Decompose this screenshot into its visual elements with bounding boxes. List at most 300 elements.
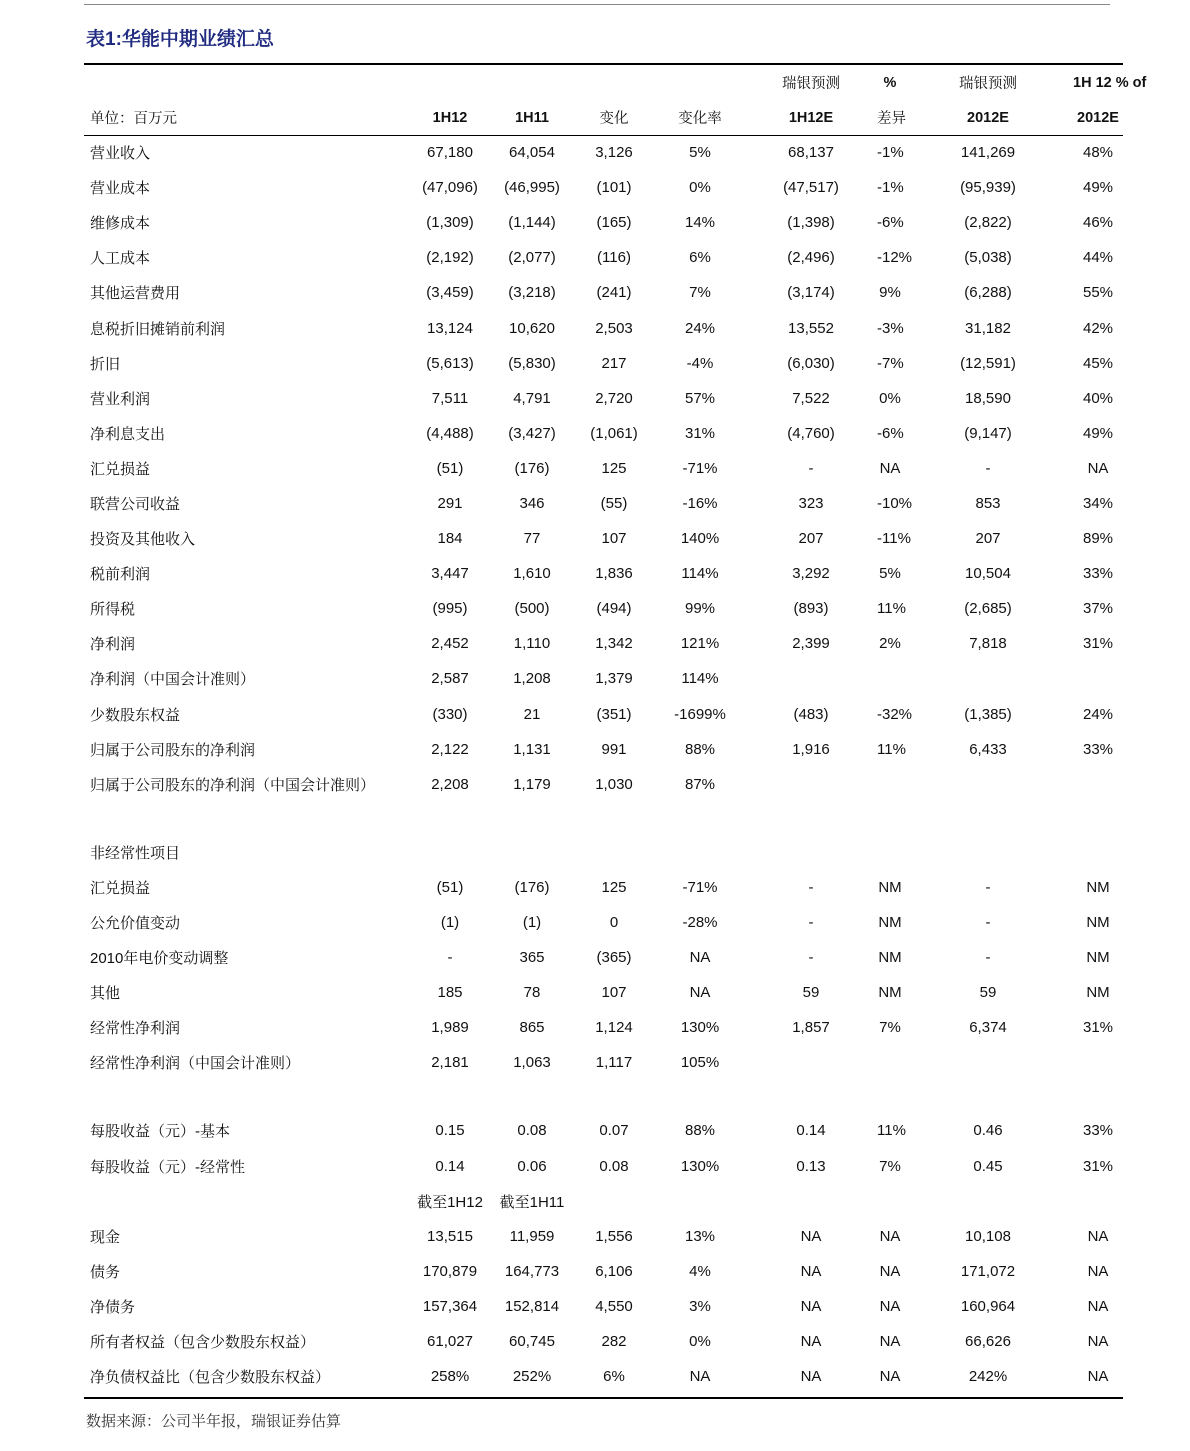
table-cell: 42%: [1082, 319, 1114, 337]
row-label: 所得税: [90, 601, 136, 619]
table-cell: NM: [878, 949, 902, 967]
table-cell: -: [985, 949, 991, 967]
table-cell: -1699%: [674, 705, 726, 723]
table-cell: 31%: [1082, 1019, 1114, 1037]
table-cell: (47,096): [422, 179, 478, 197]
table-cell: NM: [1086, 949, 1110, 967]
table-cell: 252%: [512, 1368, 552, 1386]
table-cell: 4,550: [595, 1297, 633, 1315]
table-cell: 1,110: [513, 635, 551, 653]
section-title-row: [84, 835, 1123, 870]
table-cell: 141,269: [960, 144, 1016, 162]
table-cell: 13%: [684, 1227, 716, 1245]
table-cell: 64,054: [509, 144, 555, 162]
table-cell: NM: [878, 878, 902, 896]
top-rule: [84, 4, 1110, 5]
table-cell: 57%: [684, 389, 716, 407]
table-cell: 2,399: [792, 635, 830, 653]
table-cell: NA: [1087, 1227, 1109, 1245]
table-cell: NM: [878, 914, 902, 932]
table-cell: [573, 1184, 655, 1219]
table-cell: -6%: [877, 424, 904, 442]
table-cell: 1,916: [792, 740, 830, 758]
table-cell: 346: [519, 494, 545, 512]
table-cell: 2,181: [431, 1054, 469, 1072]
table-row: [84, 1149, 1123, 1184]
table-cell: -: [985, 459, 991, 477]
row-label: 净利润: [90, 636, 136, 654]
table-cell: (500): [514, 600, 550, 618]
table-cell: NA: [879, 459, 901, 477]
table-cell: -28%: [682, 914, 718, 932]
table-cell: 2,122: [431, 740, 469, 758]
table-cell: 13,124: [427, 319, 473, 337]
table-cell: (51): [436, 459, 464, 477]
table-cell: [903, 1184, 1073, 1219]
table-cell: NA: [1087, 459, 1109, 477]
table-cell: [1073, 1045, 1123, 1080]
table-row: [84, 1359, 1123, 1394]
table-cell: 13,515: [427, 1227, 473, 1245]
table-cell: 10,108: [965, 1227, 1011, 1245]
table-cell: (5,613): [426, 354, 474, 372]
table-cell: (116): [597, 249, 631, 267]
table-cell: 7,511: [431, 389, 469, 407]
table-cell: (330): [432, 705, 468, 723]
row-label: 其他: [90, 985, 121, 1003]
table-cell: 49%: [1082, 424, 1114, 442]
table-cell: 88%: [684, 1122, 716, 1140]
table-cell: 13,552: [788, 319, 834, 337]
table-cell: [491, 65, 573, 100]
table-cell: (1,385): [964, 705, 1012, 723]
table-cell: 2,587: [431, 670, 469, 688]
table-cell: 1,342: [595, 635, 633, 653]
table-cell: (351): [596, 705, 632, 723]
row-label: 折旧: [90, 355, 121, 373]
table-cell: NA: [800, 1297, 822, 1315]
table-cell: 66,626: [965, 1333, 1011, 1351]
table-cell: NA: [800, 1333, 822, 1351]
table-cell: 184: [437, 530, 463, 548]
row-label: 汇兑损益: [90, 879, 151, 897]
table-cell: 0%: [689, 1333, 711, 1351]
table-row: [84, 1010, 1123, 1045]
table-cell: (483): [793, 705, 829, 723]
table-cell: (1): [522, 914, 542, 932]
table-cell: 差异: [877, 111, 906, 127]
table-cell: NA: [879, 1297, 901, 1315]
table-cell: (2,077): [508, 249, 556, 267]
row-label: 投资及其他收入: [90, 531, 196, 549]
table-cell: 1,063: [513, 1054, 551, 1072]
table-cell: NA: [689, 1368, 711, 1386]
table-cell: 变化: [599, 111, 629, 127]
table-cell: (5,038): [964, 249, 1012, 267]
table-cell: 40%: [1082, 389, 1114, 407]
table-cell: 87%: [684, 775, 716, 793]
table-cell: 1,117: [595, 1054, 633, 1072]
row-label: 归属于公司股东的净利润（中国会计准则）: [90, 776, 376, 794]
table-cell: 0.13: [796, 1157, 826, 1175]
table-cell: 4%: [689, 1262, 711, 1280]
table-cell: NA: [1087, 1333, 1109, 1351]
table-cell: 1H11: [515, 109, 549, 126]
table-cell: 31%: [1082, 1157, 1114, 1175]
table-cell: %: [883, 74, 897, 91]
row-label: 经常性净利润（中国会计准则）: [90, 1055, 301, 1073]
table-cell: -1%: [877, 179, 904, 197]
table-row: [84, 1113, 1123, 1148]
row-label: 每股收益（元）-经常性: [90, 1158, 245, 1176]
table-cell: 0.14: [435, 1157, 465, 1175]
table-cell: 1,124: [595, 1019, 633, 1037]
table-cell: 140%: [680, 530, 720, 548]
table-cell: 89%: [1082, 530, 1114, 548]
table-cell: 61,027: [427, 1333, 473, 1351]
table-cell: 11%: [877, 1122, 906, 1140]
table-cell: NA: [1087, 1368, 1109, 1386]
table-cell: -: [985, 878, 991, 896]
table-cell: 323: [798, 494, 824, 512]
table-cell: 107: [601, 984, 627, 1002]
table-cell: [877, 661, 903, 696]
table-cell: 67,180: [427, 144, 473, 162]
row-label: 税前利润: [90, 566, 151, 584]
table-cell: 0%: [689, 179, 711, 197]
table-row: [84, 1045, 1123, 1080]
table-cell: 2,720: [595, 389, 633, 407]
table-cell: 1H12E: [788, 109, 834, 126]
table-cell: -71%: [682, 459, 718, 477]
table-cell: 242%: [968, 1368, 1008, 1386]
table-cell: 1,208: [513, 670, 551, 688]
table-cell: 207: [798, 530, 824, 548]
table-cell: 31%: [1082, 635, 1114, 653]
table-cell: 125: [601, 878, 627, 896]
table-cell: 105%: [680, 1054, 720, 1072]
table-row: [84, 240, 1123, 275]
table-cell: [745, 1045, 877, 1080]
table-cell: (995): [432, 600, 468, 618]
table-cell: 2012E: [967, 109, 1009, 126]
table-bottom-rule: [84, 1397, 1123, 1399]
table-cell: [655, 65, 745, 100]
table-cell: 164,773: [504, 1262, 560, 1280]
table-cell: (51): [436, 878, 464, 896]
table-cell: NA: [879, 1227, 901, 1245]
table-row: [84, 346, 1123, 381]
row-label: 汇兑损益: [90, 460, 151, 478]
table-cell: [903, 767, 1073, 802]
table-row: [84, 870, 1123, 905]
table-cell: 68,137: [788, 144, 834, 162]
table-cell: 157,364: [422, 1297, 478, 1315]
table-cell: [1073, 1184, 1123, 1219]
table-cell: (4,760): [787, 424, 835, 442]
table-cell: -6%: [877, 214, 904, 232]
table-cell: (1,061): [590, 424, 638, 442]
table-cell: NA: [800, 1227, 822, 1245]
row-label: 公允价值变动: [90, 915, 181, 933]
table-cell: 2%: [879, 635, 901, 653]
table-cell: (1): [440, 914, 460, 932]
row-label: 现金: [90, 1228, 121, 1246]
table-cell: 14%: [684, 214, 716, 232]
section-title: 非经常性项目: [90, 844, 181, 862]
table-cell: NA: [1087, 1262, 1109, 1280]
table-cell: (176): [514, 459, 550, 477]
table-cell: 37%: [1082, 600, 1114, 618]
table-cell: NA: [879, 1368, 901, 1386]
table-row: [84, 1289, 1123, 1324]
row-label: 2010年电价变动调整: [90, 950, 229, 968]
table-cell: (12,591): [960, 354, 1016, 372]
table-cell: 125: [601, 459, 627, 477]
table-cell: -32%: [877, 705, 913, 723]
row-label: 营业成本: [90, 180, 151, 198]
table-cell: 1,556: [595, 1227, 633, 1245]
table-cell: 121%: [680, 635, 720, 653]
table-cell: (3,174): [787, 284, 835, 302]
table-cell: 4,791: [513, 389, 551, 407]
table-cell: 853: [975, 494, 1001, 512]
table-cell: 34%: [1082, 494, 1114, 512]
table-cell: 6,433: [969, 740, 1007, 758]
table-cell: -7%: [877, 354, 904, 372]
table-cell: -3%: [877, 319, 904, 337]
table-cell: -: [808, 949, 814, 967]
table-cell: (241): [596, 284, 632, 302]
table-cell: [877, 1045, 903, 1080]
table-cell: 59: [802, 984, 820, 1002]
table-cell: 865: [519, 1019, 545, 1037]
table-cell: 1,836: [595, 565, 633, 583]
table-cell: (46,995): [504, 179, 560, 197]
table-cell: 365: [519, 949, 545, 967]
results-table: [84, 65, 1147, 1394]
table-cell: -12%: [877, 249, 913, 267]
table-row: [84, 170, 1123, 205]
table-cell: -4%: [686, 354, 714, 372]
table-row: [84, 451, 1123, 486]
spacer-row: [84, 802, 1123, 835]
table-cell: (4,488): [426, 424, 474, 442]
table-cell: (3,459): [426, 284, 474, 302]
table-cell: (55): [600, 494, 628, 512]
table-row: [84, 591, 1123, 626]
row-label: 所有者权益（包含少数股东权益）: [90, 1334, 316, 1352]
table-cell: 0.45: [973, 1157, 1003, 1175]
table-cell: 78: [523, 984, 541, 1002]
table-cell: [745, 1184, 877, 1219]
table-cell: 44%: [1082, 249, 1114, 267]
table-row: [84, 940, 1123, 975]
table-cell: 130%: [680, 1019, 720, 1037]
row-label: 经常性净利润: [90, 1020, 181, 1038]
table-cell: (6,288): [964, 284, 1012, 302]
table-cell: (6,030): [787, 354, 835, 372]
table-cell: NM: [878, 984, 902, 1002]
table-cell: [877, 1184, 903, 1219]
table-row: [84, 135, 1123, 170]
table-row: [84, 1219, 1123, 1254]
table-cell: (1,398): [787, 214, 835, 232]
table-cell: 48%: [1082, 144, 1114, 162]
table-cell: 217: [601, 354, 627, 372]
header-row-bottom: [84, 100, 1123, 135]
table-cell: 7%: [879, 1019, 901, 1037]
table-row: [84, 556, 1123, 591]
row-label: 净利润（中国会计准则）: [90, 671, 256, 689]
table-cell: 49%: [1082, 179, 1114, 197]
row-label: [84, 1184, 409, 1219]
table-cell: [903, 1045, 1073, 1080]
table-cell: (2,192): [426, 249, 474, 267]
table-cell: -: [447, 949, 453, 967]
table-cell: (3,218): [508, 284, 556, 302]
table-cell: 291: [437, 494, 463, 512]
table-cell: (2,496): [787, 249, 835, 267]
table-row: [84, 416, 1123, 451]
table-cell: 5%: [689, 144, 711, 162]
table-cell: 114%: [681, 565, 719, 583]
table-cell: 18,590: [965, 389, 1011, 407]
table-cell: 59: [979, 984, 997, 1002]
table-row: [84, 1324, 1123, 1359]
row-label: 少数股东权益: [90, 706, 181, 724]
table-cell: NA: [879, 1262, 901, 1280]
table-cell: 瑞银预测: [782, 76, 840, 92]
table-cell: NA: [689, 949, 711, 967]
table-row: [84, 205, 1123, 240]
table-cell: (101): [596, 179, 632, 197]
table-cell: 0.46: [973, 1122, 1003, 1140]
table-cell: 1,857: [792, 1019, 830, 1037]
table-cell: (3,427): [508, 424, 556, 442]
table-cell: NM: [1086, 914, 1110, 932]
table-cell: 114%: [681, 670, 719, 688]
row-label: 归属于公司股东的净利润: [90, 741, 256, 759]
table-cell: 11%: [877, 740, 906, 758]
row-label: 其他运营费用: [90, 285, 181, 303]
table-cell: -: [808, 459, 814, 477]
table-cell: 33%: [1082, 565, 1114, 583]
table-cell: 0.06: [517, 1157, 547, 1175]
row-label: 联营公司收益: [90, 495, 181, 513]
table-cell: 171,072: [960, 1262, 1016, 1280]
table-cell: (2,685): [964, 600, 1012, 618]
table-cell: 截至1H11: [499, 1193, 565, 1211]
table-cell: (95,939): [960, 179, 1016, 197]
table-cell: (5,830): [508, 354, 556, 372]
table-row: [84, 767, 1123, 802]
table-cell: 207: [975, 530, 1001, 548]
table-cell: (494): [596, 600, 632, 618]
table-cell: 152,814: [504, 1297, 560, 1315]
table-cell: (165): [596, 214, 632, 232]
row-label: 单位：百万元: [90, 111, 177, 127]
table-cell: 33%: [1082, 740, 1114, 758]
balance-subheader-row: [84, 1184, 1123, 1219]
table-cell: 1,030: [595, 775, 633, 793]
table-cell: [573, 65, 655, 100]
table-cell: -11%: [877, 530, 911, 548]
table-cell: 0: [609, 914, 619, 932]
table-cell: -: [808, 914, 814, 932]
table-cell: 1,610: [513, 565, 551, 583]
table-cell: 24%: [684, 319, 716, 337]
table-cell: 99%: [684, 600, 716, 618]
table-cell: 变化率: [678, 111, 722, 127]
data-source-note: 数据来源：公司半年报，瑞银证券估算: [86, 1413, 342, 1430]
row-label: 净利息支出: [90, 425, 166, 443]
table-body: [84, 65, 1147, 1394]
table-cell: 11,959: [509, 1227, 555, 1245]
row-label: 债务: [90, 1263, 121, 1281]
table-cell: 24%: [1082, 705, 1114, 723]
table-cell: -: [985, 914, 991, 932]
table-cell: 2012E: [1077, 109, 1119, 126]
table-cell: 截至1H12: [417, 1193, 483, 1211]
table-cell: 2,452: [431, 635, 469, 653]
table-cell: 55%: [1082, 284, 1114, 302]
table-cell: 7%: [879, 1157, 901, 1175]
table-cell: 10,620: [509, 319, 555, 337]
table-cell: NM: [1086, 878, 1110, 896]
table-cell: 3,292: [792, 565, 830, 583]
table-cell: 瑞银预测: [959, 76, 1017, 92]
table-row: [84, 732, 1123, 767]
table-cell: 130%: [680, 1157, 720, 1175]
table-row: [84, 626, 1123, 661]
table-cell: 9%: [879, 284, 901, 302]
table-cell: 46%: [1082, 214, 1114, 232]
table-cell: 170,879: [422, 1262, 478, 1280]
table-row: [84, 275, 1123, 310]
table-cell: (893): [793, 600, 829, 618]
table-cell: 6,106: [595, 1262, 633, 1280]
table-cell: NA: [800, 1368, 822, 1386]
table-row: [84, 975, 1123, 1010]
table-cell: [877, 767, 903, 802]
table-cell: 6%: [603, 1368, 625, 1386]
table-cell: 77: [523, 530, 541, 548]
table-cell: 1,989: [431, 1019, 469, 1037]
table-cell: -71%: [682, 878, 718, 896]
row-label: [84, 65, 409, 100]
table-cell: 11%: [877, 600, 906, 618]
table-cell: (1,309): [426, 214, 474, 232]
table-cell: [1073, 767, 1123, 802]
table-cell: (1,144): [508, 214, 556, 232]
table-row: [84, 486, 1123, 521]
table-cell: 2,503: [595, 319, 633, 337]
table-cell: 3%: [689, 1297, 711, 1315]
row-label: 净债务: [90, 1298, 136, 1316]
table-cell: 21: [523, 705, 541, 723]
table-row: [84, 1254, 1123, 1289]
row-label: 净负债权益比（包含少数股东权益）: [90, 1369, 331, 1387]
table-cell: NA: [1087, 1297, 1109, 1315]
table-cell: 1H12: [432, 109, 468, 126]
table-cell: (47,517): [783, 179, 839, 197]
table-cell: 258%: [430, 1368, 470, 1386]
table-cell: 3,447: [431, 565, 469, 583]
table-cell: 0.08: [517, 1122, 547, 1140]
table-cell: 88%: [684, 740, 716, 758]
table-cell: 991: [601, 740, 627, 758]
